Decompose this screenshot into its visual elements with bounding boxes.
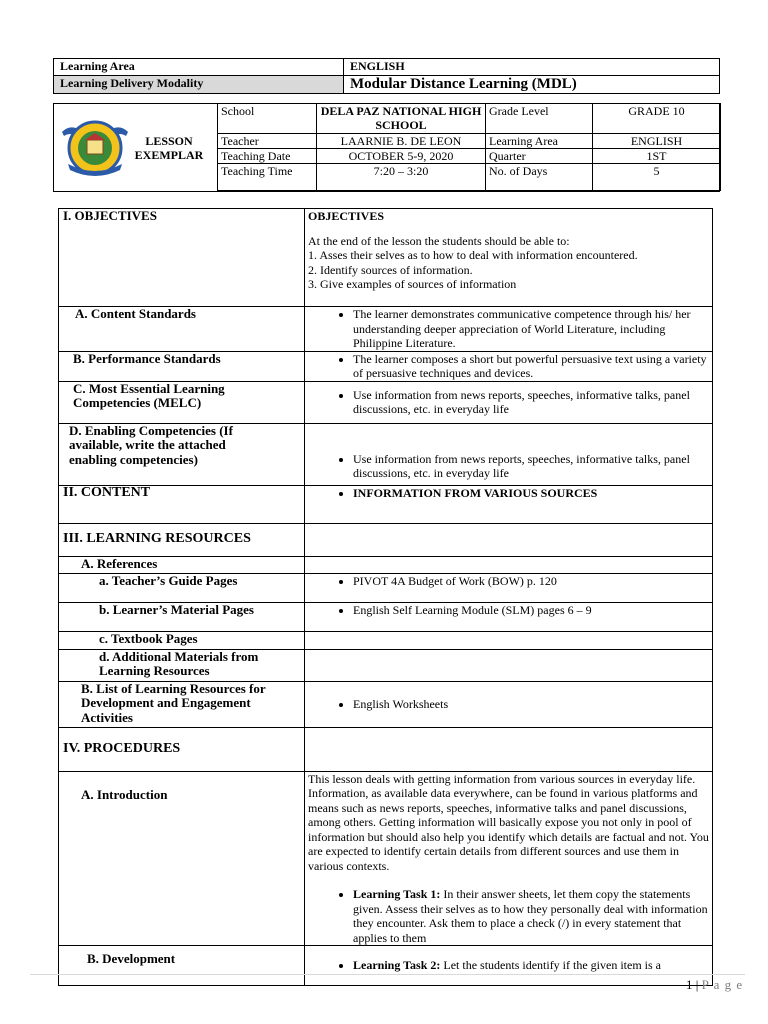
teachers-guide-cell [305,573,713,602]
learning-task-2: • Learning Task 2: Let the students identify if the given item is a [353,958,709,973]
teachers-guide-label: a. Teacher’s Guide Pages [59,573,305,602]
days-value: 5 [593,164,721,191]
grade-value: GRADE 10 [593,104,721,134]
learning-area-label: Learning Area [54,59,344,76]
page-footer: 1 | P a g e [686,977,744,992]
date-label: Teaching Date [218,149,317,164]
procedures-cell [305,727,713,771]
resources-cell [305,523,713,556]
objective-3: 3. Give examples of sources of information [308,277,517,291]
footer-divider [30,974,745,975]
textbook-cell [305,631,713,649]
content-cell [305,485,713,523]
days-label: No. of Days [486,164,593,191]
teacher-label: Teacher [218,134,317,149]
performance-standards-cell [305,351,713,381]
melc-label: C. Most Essential Learning Competencies (MELC) [59,381,305,423]
page-number: 1 [686,977,693,992]
content-label: II. CONTENT [59,485,305,523]
school-value: DELA PAZ NATIONAL HIGH SCHOOL [317,104,486,134]
teachers-guide-text: • PIVOT 4A Budget of Work (BOW) p. 120 [353,574,709,589]
resource-list-cell [305,681,713,727]
additional-materials-cell [305,649,713,681]
resource-list-label: B. List of Learning Resources for Development and Engagement Activities [59,681,305,727]
area-label: Learning Area [486,134,593,149]
content-standards-label: A. Content Standards [59,307,305,352]
school-label: School [218,104,317,134]
content-standards-cell [305,307,713,352]
header-info-table [217,103,721,191]
enabling-competencies-text: • Use information from news reports, speeches, informative talks, panel discussions, etc. in everyday life [353,452,709,481]
quarter-value: 1ST [593,149,721,164]
objective-1: 1. Asses their selves as to how to deal with information encountered. [308,248,638,262]
objectives-heading: OBJECTIVES [308,209,385,223]
references-label: A. References [59,556,305,573]
additional-materials-label: d. Additional Materials from Learning Resources [59,649,305,681]
teacher-value: LAARNIE B. DE LEON [317,134,486,149]
content-text: • INFORMATION FROM VARIOUS SOURCES [353,486,709,501]
resources-label: III. LEARNING RESOURCES [59,523,305,556]
objectives-cell [305,209,713,307]
performance-standards-label: B. Performance Standards [59,351,305,381]
date-value: OCTOBER 5-9, 2020 [317,149,486,164]
learners-material-label: b. Learner’s Material Pages [59,602,305,631]
development-cell [305,946,713,986]
objective-2: 2. Identify sources of information. [308,262,473,277]
procedures-label: IV. PROCEDURES [59,727,305,771]
delivery-label: Learning Delivery Modality [54,76,344,94]
content-standards-text: • The learner demonstrates communicative competence through his/ her understanding deeper appreciation of World Literature, including Philippine Literature. [353,307,709,351]
references-cell [305,556,713,573]
textbook-label: c. Textbook Pages [59,631,305,649]
time-label: Teaching Time [218,164,317,191]
lesson-header [53,103,720,192]
introduction-label: A. Introduction [59,771,305,946]
melc-cell [305,381,713,423]
quarter-label: Quarter [486,149,593,164]
learning-area-value: ENGLISH [344,59,720,76]
learning-task-1: • Learning Task 1: In their answer sheets, let them copy the statements given. Assess their selves as to how they personally deal with information they encounter. Ask them to place a check (/) in every statement that applies to them [353,887,709,945]
performance-standards-text: • The learner composes a short but powerful persuasive text using a variety of persuasive techniques and devices. [353,352,709,381]
top-info-table [53,58,720,94]
delivery-value: Modular Distance Learning (MDL) [344,76,720,94]
lesson-plan-table [58,208,713,986]
lesson-exemplar-title: LESSON EXEMPLAR [134,134,204,162]
enabling-competencies-cell [305,423,713,485]
page-word: P a g e [701,977,744,992]
objectives-intro: At the end of the lesson the students should be able to: [308,233,570,248]
learners-material-cell [305,602,713,631]
enabling-competencies-label: D. Enabling Competencies (If available, write the attached enabling competencies) [59,423,305,485]
grade-label: Grade Level [486,104,593,134]
introduction-text: This lesson deals with getting information from various sources in everyday life. Information, as available data everywhere, can be found in various platforms and means such as news reports, speeches, informative talks and panel discussions, among others. Getting information will basically expose you not only in pool of information but should also help you identify which details are factual and not. You are expected to identify certain details from different sources and use them in various contexts. [308,771,709,873]
resource-list-text: • English Worksheets [353,697,709,712]
development-label: B. Development [59,946,305,986]
learners-material-text: • English Self Learning Module (SLM) pages 6 – 9 [353,603,709,618]
introduction-cell [305,771,713,946]
area-value: ENGLISH [593,134,721,149]
objectives-label: I. OBJECTIVES [59,209,305,307]
melc-text: • Use information from news reports, speeches, informative talks, panel discussions, etc. in everyday life [353,388,709,417]
school-seal-icon [60,118,130,176]
time-value: 7:20 – 3:20 [317,164,486,191]
